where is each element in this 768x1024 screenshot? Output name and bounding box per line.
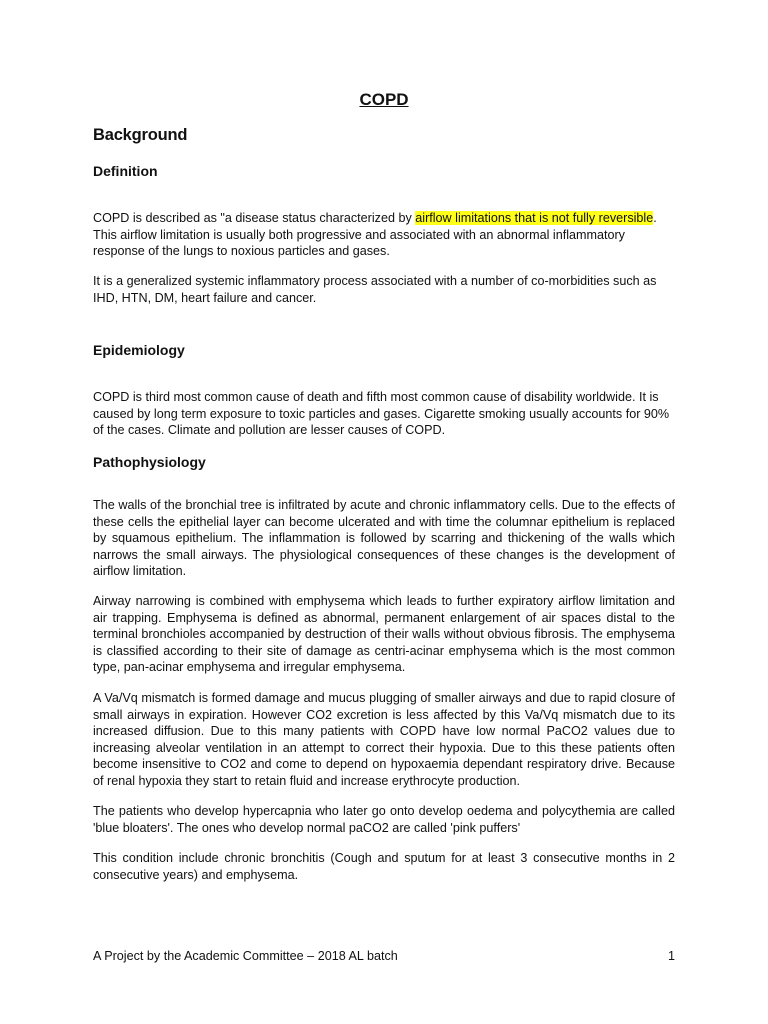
pathophysiology-paragraph-1: The walls of the bronchial tree is infiltrated by acute and chronic inflammatory cells. Due to the effects of these cells the epithelial layer can become ulcerated and with time the columnar epithelium is replaced by squamous epithelium. The inflammation is followed by scarring and thickening of the walls which narrows the small airways. The physiological consequences of these changes is the development of airflow limitation. bbox=[93, 498, 675, 579]
footer-text: A Project by the Academic Committee – 2018 AL batch bbox=[93, 949, 398, 963]
epidemiology-paragraph: COPD is third most common cause of death and fifth most common cause of disability worldwide. It is caused by long term exposure to toxic particles and gases. Cigarette smoking usually accounts for 90% of the cases. Climate and pollution are lesser causes of COPD. bbox=[93, 390, 670, 438]
definition-text-end: . This airflow limitation is usually both progressive and associated with an abnormal inflammatory response of the lungs to noxious particles and gases. bbox=[93, 211, 657, 259]
page-footer bbox=[93, 949, 675, 963]
pathophysiology-paragraph-4: The patients who develop hypercapnia who later go onto develop oedema and polycythemia are called 'blue bloaters'. The ones who develop normal paCO2 are called 'pink puffers' bbox=[93, 804, 675, 835]
pathophysiology-paragraph-5: This condition include chronic bronchitis (Cough and sputum for at least 3 consecutive months in 2 consecutive years) and emphysema. bbox=[93, 851, 675, 882]
highlighted-text: airflow limitations that is not fully reversible bbox=[415, 211, 654, 225]
pathophysiology-paragraph-2: Airway narrowing is combined with emphysema which leads to further expiratory airflow limitation and air trapping. Emphysema is defined as abnormal, permanent enlargement of air spaces distal to the terminal bronchioles accompanied by destruction of their walls without obvious fibrosis. The emphysema is classified according to their site of damage as centri-acinar emphysema which is the most common type, pan-acinar emphysema and irregular emphysema. bbox=[93, 594, 675, 675]
definition-text-start: COPD is described as "a disease status characterized by bbox=[93, 211, 416, 225]
definition-paragraph-2: It is a generalized systemic inflammatory process associated with a number of co-morbidities such as IHD, HTN, DM, heart failure and cancer. bbox=[93, 274, 657, 305]
background-heading: Background bbox=[93, 126, 188, 144]
definition-paragraph-1 bbox=[93, 210, 675, 260]
pathophysiology-heading: Pathophysiology bbox=[93, 454, 206, 470]
definition-heading: Definition bbox=[93, 163, 158, 179]
document-title: COPD bbox=[359, 90, 409, 109]
page-number: 1 bbox=[667, 949, 675, 963]
epidemiology-heading: Epidemiology bbox=[93, 342, 185, 358]
pathophysiology-paragraph-3: A Va/Vq mismatch is formed damage and mucus plugging of smaller airways and due to rapid closure of small airways in expiration. However CO2 excretion is less affected by this Va/Vq mismatch due to its increased diffusion. Due to this many patients with COPD have low normal PaCO2 values due to increasing alveolar ventilation in an attempt to correct their hypoxia. Due to this these patients often become insensitive to CO2 and come to depend on hypoxaemia dependant respiratory drive. Because of renal hypoxia they start to retain fluid and increase erythrocyte production. bbox=[93, 691, 675, 788]
